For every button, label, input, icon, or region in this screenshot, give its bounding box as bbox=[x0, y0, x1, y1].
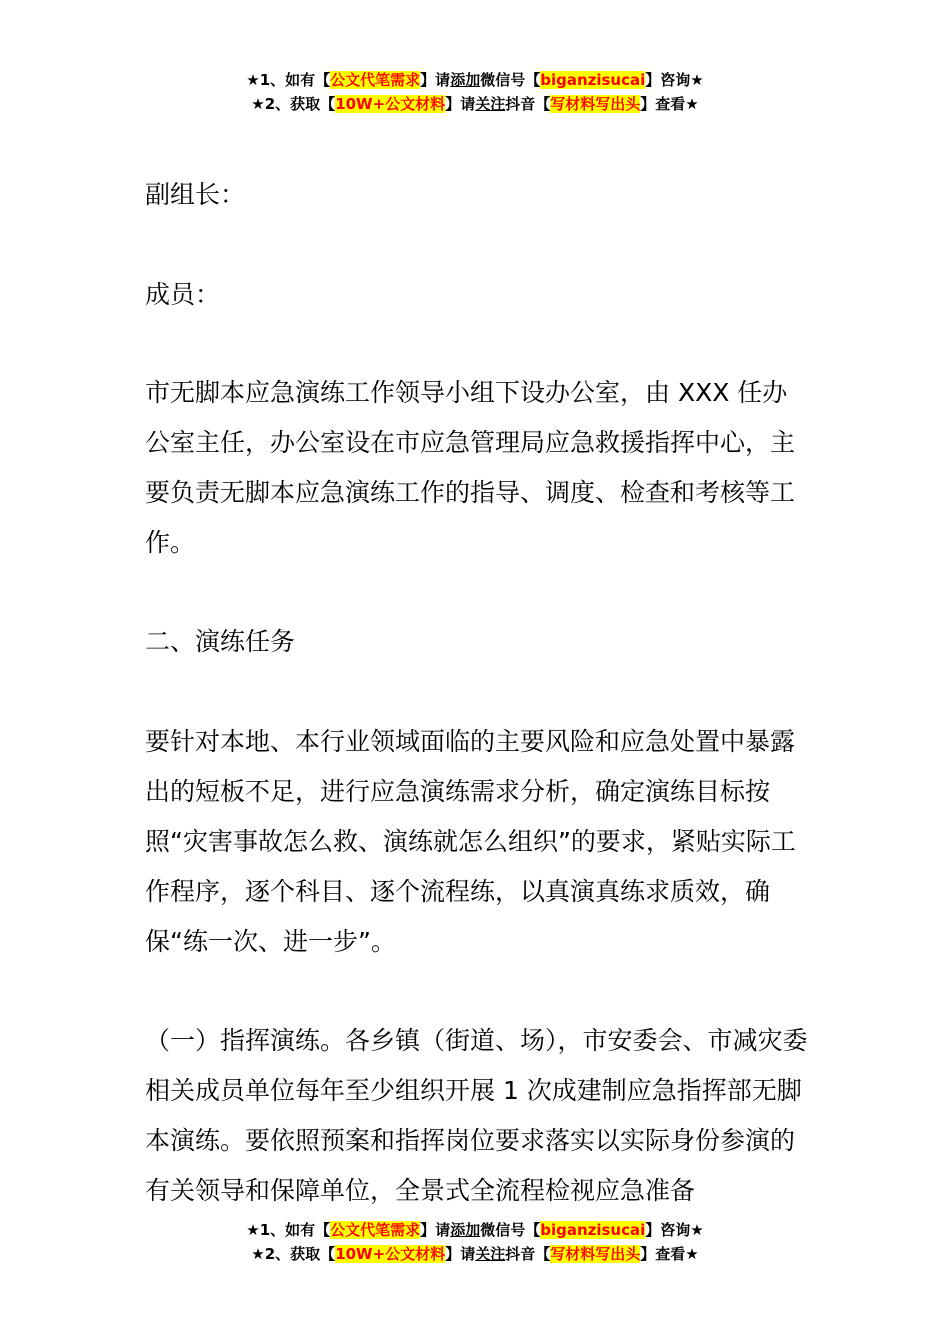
task-paragraph: 要针对本地、本行业领域面临的主要风险和应急处置中暴露出的短板不足，进行应急演练需求分析，确定演练目标按照“灾害事故怎么救、演练就怎么组织”的要求，紧贴实际工作程序，逐个科目、逐个流程练，以真演真练求质效，确保“练一次、进一步”。 bbox=[145, 727, 796, 956]
banner-highlight: 公文代笔需求 bbox=[330, 1221, 421, 1239]
banner-text: 抖音【 bbox=[505, 95, 551, 113]
banner-underline: 关注 bbox=[475, 95, 506, 113]
banner-highlight: 公文代笔需求 bbox=[330, 71, 421, 89]
header-banner bbox=[0, 68, 950, 116]
section-heading: 二、演练任务 bbox=[145, 627, 296, 656]
banner-text: ★2、获取【 bbox=[251, 1245, 336, 1263]
banner-text: 】请 bbox=[445, 1245, 476, 1263]
banner-highlight: 10W+公文材料 bbox=[335, 1245, 446, 1263]
banner-text: 】请 bbox=[420, 71, 451, 89]
banner-line-1 bbox=[0, 1218, 950, 1242]
banner-highlight: biganzisucai bbox=[540, 71, 646, 89]
banner-text: 微信号【 bbox=[480, 71, 541, 89]
banner-underline: 添加 bbox=[450, 71, 481, 89]
banner-highlight: biganzisucai bbox=[540, 1221, 646, 1239]
deputy-leader-line: 副组长： bbox=[145, 180, 246, 209]
banner-text: ★1、如有【 bbox=[246, 71, 331, 89]
banner-highlight: 写材料写出头 bbox=[550, 95, 641, 113]
members-line: 成员： bbox=[145, 280, 221, 309]
banner-text: ★2、获取【 bbox=[251, 95, 336, 113]
banner-text: ★1、如有【 bbox=[246, 1221, 331, 1239]
banner-text: 】查看★ bbox=[640, 1245, 699, 1263]
command-drill-paragraph: （一）指挥演练。各乡镇（街道、场），市安委会、市减灾委相关成员单位每年至少组织开展 1 次成建制应急指挥部无脚本演练。要依照预案和指挥岗位要求落实以实际身份参演的有关领导和保障单位，全景式全流程检视应急准备 bbox=[145, 1026, 808, 1205]
banner-text: 】咨询★ bbox=[645, 1221, 704, 1239]
banner-underline: 添加 bbox=[450, 1221, 481, 1239]
banner-text: 】请 bbox=[445, 95, 476, 113]
banner-text: 】咨询★ bbox=[645, 71, 704, 89]
office-paragraph: 市无脚本应急演练工作领导小组下设办公室，由 XXX 任办公室主任，办公室设在市应急管理局应急救援指挥中心，主要负责无脚本应急演练工作的指导、调度、检查和考核等工作。 bbox=[145, 378, 796, 557]
banner-highlight: 10W+公文材料 bbox=[335, 95, 446, 113]
banner-text: 微信号【 bbox=[480, 1221, 541, 1239]
footer-banner bbox=[0, 1218, 950, 1266]
banner-line-1 bbox=[0, 68, 950, 92]
banner-text: 】请 bbox=[420, 1221, 451, 1239]
banner-underline: 关注 bbox=[475, 1245, 506, 1263]
banner-line-2 bbox=[0, 1242, 950, 1266]
banner-line-2 bbox=[0, 92, 950, 116]
banner-text: 抖音【 bbox=[505, 1245, 551, 1263]
banner-text: 】查看★ bbox=[640, 95, 699, 113]
banner-highlight: 写材料写出头 bbox=[550, 1245, 641, 1263]
